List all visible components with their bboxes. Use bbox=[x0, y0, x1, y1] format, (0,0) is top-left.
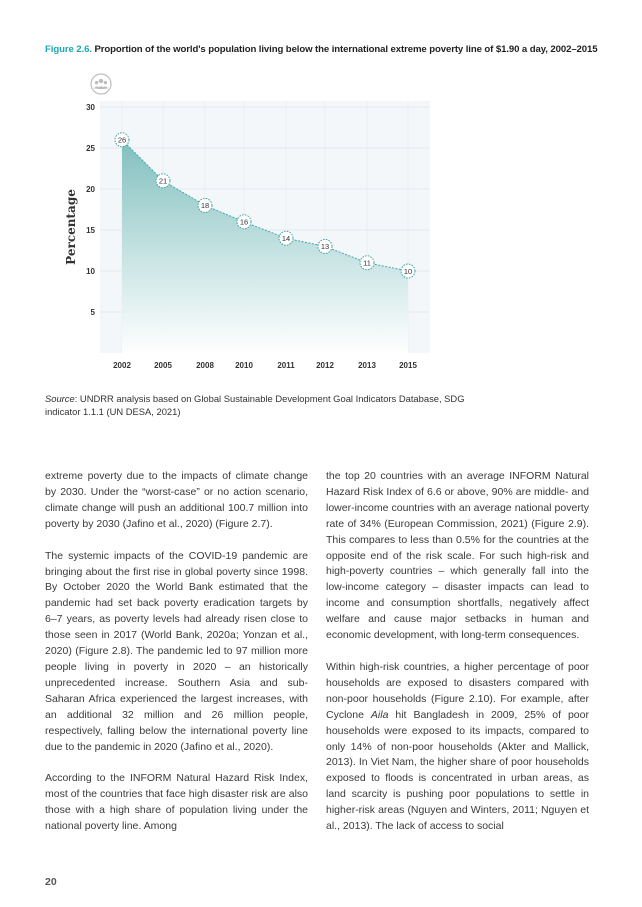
x-tick-label: 2008 bbox=[196, 361, 214, 370]
page-number: 20 bbox=[45, 876, 57, 888]
data-label: 16 bbox=[239, 217, 249, 227]
y-tick-label: 15 bbox=[86, 226, 95, 235]
paragraph: extreme poverty due to the impacts of climate change by 2030. Under the “worst-case” or no action scenario, climate change will push an additional 100.7 million into poverty by 2030 (Jafino et al., 2020) (Figure 2.7). bbox=[45, 470, 308, 530]
figure-number: Figure 2.6. bbox=[45, 44, 92, 55]
x-tick-label: 2002 bbox=[113, 361, 131, 370]
source-text: : UNDRR analysis based on Global Sustainable Development Goal Indicators Database, SDG indicator 1.1.1 (UN DESA, 2021) bbox=[45, 393, 465, 417]
data-label: 13 bbox=[320, 242, 330, 252]
x-tick-label: 2011 bbox=[277, 361, 295, 370]
y-tick-label: 20 bbox=[86, 185, 95, 194]
y-tick-label: 25 bbox=[86, 144, 95, 153]
paragraph: According to the INFORM Natural Hazard Risk Index, most of the countries that face high disaster risk are also those with a high share of population living under the national poverty line. Among bbox=[45, 772, 308, 833]
paragraph bbox=[326, 660, 589, 835]
data-label: 21 bbox=[158, 176, 168, 186]
x-tick-label: 2013 bbox=[358, 361, 376, 370]
source-label: Source bbox=[45, 393, 75, 404]
x-tick-label: 2015 bbox=[399, 361, 417, 370]
x-tick-label: 2005 bbox=[154, 361, 172, 370]
data-label: 10 bbox=[403, 266, 413, 276]
paragraph-text: Within high-risk countries, a higher percentage of poor households are exposed to disasters compared with non-poor households (Figure 2.10). For example, after Cyclone bbox=[326, 660, 589, 721]
poverty-chart bbox=[55, 96, 440, 376]
data-label: 14 bbox=[281, 234, 291, 243]
figure-title-text: Proportion of the world's population living below the international extreme poverty line of $1.90 a day, 2002–2015 bbox=[94, 44, 598, 55]
x-tick-label: 2012 bbox=[316, 361, 334, 370]
people-group-icon bbox=[90, 73, 112, 95]
figure-source bbox=[45, 392, 465, 418]
paragraph-text: hit Bangladesh in 2009, 25% of poor households were exposed to its impacts, compared to only 14% of non-poor households (Akter and Mallick, 2013). In Viet Nam, the higher share of poor households exposed to floods is concentrated in urban areas, as land scarcity is pushing poor populations to settle in higher-risk areas (Nguyen and Winters, 2011; Nguyen et al., 2013). The lack of access to social bbox=[326, 708, 589, 833]
y-tick-label: 5 bbox=[90, 308, 95, 317]
figure-title bbox=[45, 44, 605, 55]
paragraph: the top 20 countries with an average INFORM Natural Hazard Risk Index of 6.6 or above, 90% are middle- and lower-income countries with an average national poverty rate of 34% (European Commission, 2021) (Figure 2.9). This compares to less than 0.5% for the countries at the opposite end of the risk scale. For such high-risk and high-poverty countries – which generally fall into the low-income category – disaster impacts can lead to income and consumption shortfalls, negatively affect welfare and cause major setbacks in human and economic development, with long-term consequences. bbox=[326, 470, 589, 642]
x-tick-label: 2010 bbox=[235, 361, 253, 370]
y-axis-label: Percentage bbox=[64, 189, 78, 265]
y-tick-label: 10 bbox=[86, 267, 95, 276]
right-column bbox=[326, 469, 589, 851]
paragraph: The systemic impacts of the COVID-19 pandemic are bringing about the first rise in global poverty since 1998. By October 2020 the World Bank estimated that the pandemic had set back poverty eradication targets by 6–7 years, as poverty levels had already risen close to those seen in 2017 (World Bank, 2020a; Yonzan et al., 2020) (Figure 2.8). The pandemic led to 97 million more people living in poverty in 2020 – an historically unprecedented increase. Southern Asia and sub-Saharan Africa experienced the largest increases, with an additional 32 million and 26 million people, respectively, falling below the international poverty line due to the pandemic in 2020 (Jafino et al., 2020). bbox=[45, 549, 308, 753]
left-column bbox=[45, 469, 308, 851]
cyclone-name: Aila bbox=[370, 708, 389, 721]
data-label: 11 bbox=[363, 258, 371, 268]
y-tick-label: 30 bbox=[86, 103, 95, 112]
data-label: 26 bbox=[117, 135, 127, 145]
data-label: 18 bbox=[200, 201, 210, 211]
